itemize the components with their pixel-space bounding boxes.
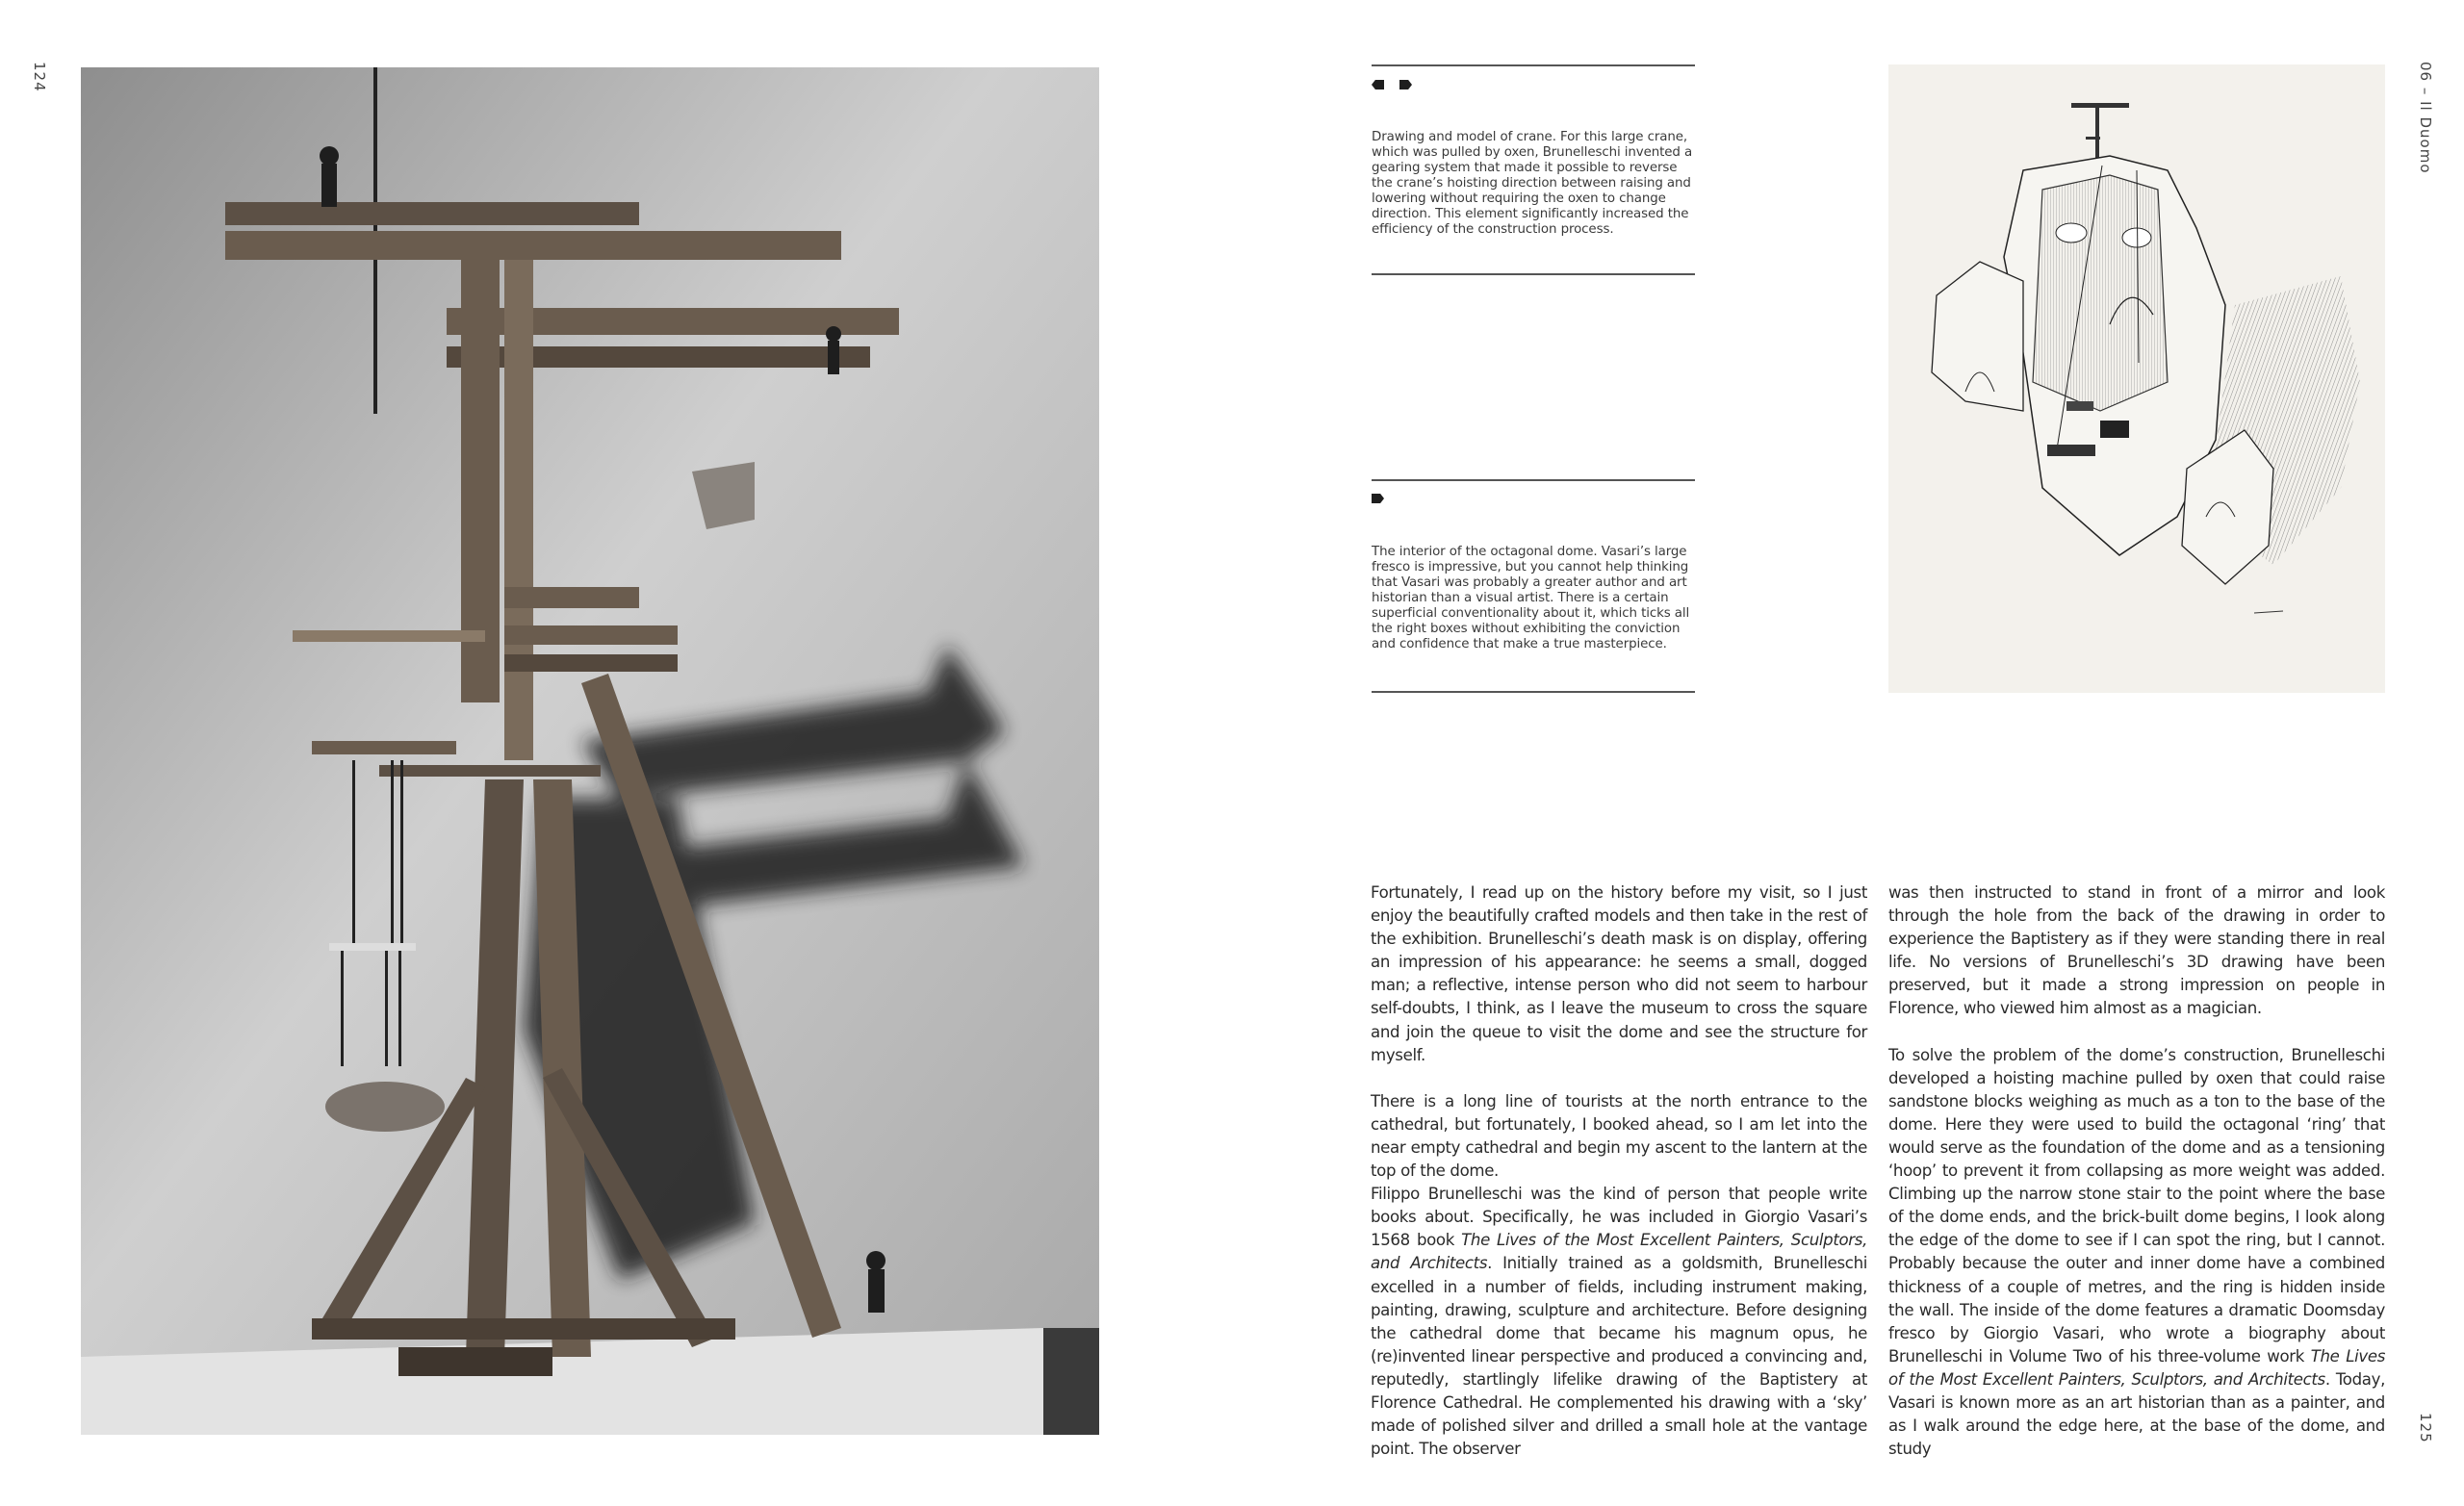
caption-text: Drawing and model of crane. For this large crane, which was pulled by oxen, Brunelleschi invented a gearing system that made it possible to reverse the crane’s hoisting direction between raising and lowering without requiring the oxen to change direction. This element significantly increased the efficiency of the construction process. xyxy=(1372,130,1693,237)
caption-crane xyxy=(1372,64,1695,276)
book-title: The Lives of the Most Excellent Painters, Sculptors, and Architects xyxy=(1888,1346,2385,1389)
caption-rule-bottom xyxy=(1372,273,1695,275)
page-number-right: 125 xyxy=(2417,1413,2434,1443)
body-column-1 xyxy=(1371,881,1867,1461)
caption-dome-interior xyxy=(1372,479,1695,693)
body-text: To solve the problem of the dome’s construction, Brunelleschi developed a hoisting machine pulled by oxen that could raise sandstone blocks weighing as much as a ton to the base of the dome. Here they were used to build the octagonal ‘ring’ that would serve as the foundation of the dome and as a tensioning ‘hoop’ to prevent it from collapsing as more weight was added. Climbing up the narrow stone stair to the point where the base of the dome ends, and the brick-built dome begins, I look along the edge of the dome to see if I can spot the ring, but I cannot. Probably because the outer and inner dome have a combined thickness of a couple of metres, and the ring is hidden inside the wall. The inside of the dome features a dramatic Doomsday fresco by Giorgio Vasari, who wrote a biography about Brunelleschi in Volume Two of his three-volume work xyxy=(1888,1045,2385,1366)
crane-model-photo xyxy=(81,67,1099,1435)
body-column-2 xyxy=(1888,881,2385,1461)
caption-rule-top xyxy=(1372,64,1695,66)
body-paragraph xyxy=(1371,1183,1867,1461)
running-head: 06 – Il Duomo xyxy=(2417,62,2434,174)
caption-text: The interior of the octagonal dome. Vasari’s large fresco is impressive, but you cannot help thinking that Vasari was probably a greater author and art historian than a visual artist. There is a certain superficial conventionality about it, which ticks all the right boxes without exhibiting the conviction and confidence that make a true masterpiece. xyxy=(1372,545,1690,651)
arrow-left-icon xyxy=(1372,80,1384,89)
drawing-icon xyxy=(1888,64,2385,693)
arrow-right-icon xyxy=(1372,494,1384,503)
body-text: . Today, Vasari is known more as an art historian than as a painter, and as I walk around the edge here, at the base of the dome, and study xyxy=(1888,1369,2385,1459)
photo-icon xyxy=(81,67,1099,1435)
page-number-left: 124 xyxy=(31,62,48,92)
body-text: . Initially trained as a goldsmith, Brunelleschi excelled in a number of fields, including instrument making, painting, drawing, sculpture and architecture. Before designing the cathedral dome that became his magnum opus, he (re)invented linear perspective and produced a convincing and, reputedly, startlingly lifelike drawing of the Baptistery at Florence Cathedral. He complemented his drawing with a ‘sky’ made of polished silver and drilled a small hole at the vantage point. The observer xyxy=(1371,1254,1868,1459)
body-paragraph: There is a long line of tourists at the north entrance to the cathedral, but fortunately, I booked ahead, so I am let into the near empty cathedral and begin my ascent to the lantern at the top of the dome. xyxy=(1371,1091,1867,1181)
caption-rule-bottom xyxy=(1372,691,1695,693)
body-paragraph xyxy=(1888,1044,2385,1462)
body-paragraph: Fortunately, I read up on the history before my visit, so I just enjoy the beautifully crafted models and then take in the rest of the exhibition. Brunelleschi’s death mask is on display, offering an impression of his appearance: he seems a small, dogged man; a reflective, intense person who did not seem to harbour self-doubts, I think, as I leave the museum to cross the square and join the queue to visit the dome and see the structure for myself. xyxy=(1371,883,1867,1064)
dome-cutaway-drawing xyxy=(1888,64,2385,693)
body-paragraph: was then instructed to stand in front of a mirror and look through the hole from the back of the drawing in order to experience the Baptistery as if they were standing there in real life. No versions of Brunelleschi’s 3D drawing have been preserved, but it made a strong impression on people in Florence, who viewed him almost as a magician. xyxy=(1888,883,2385,1018)
caption-rule-top xyxy=(1372,479,1695,481)
book-title: The Lives of the Most Excellent Painters, Sculptors, and Architects xyxy=(1371,1231,1868,1273)
body-text: Filippo Brunelleschi was the kind of person that people write books about. Specifically, he was included in Giorgio Vasari’s 1568 book xyxy=(1371,1185,1867,1250)
arrow-right-icon xyxy=(1399,80,1412,89)
